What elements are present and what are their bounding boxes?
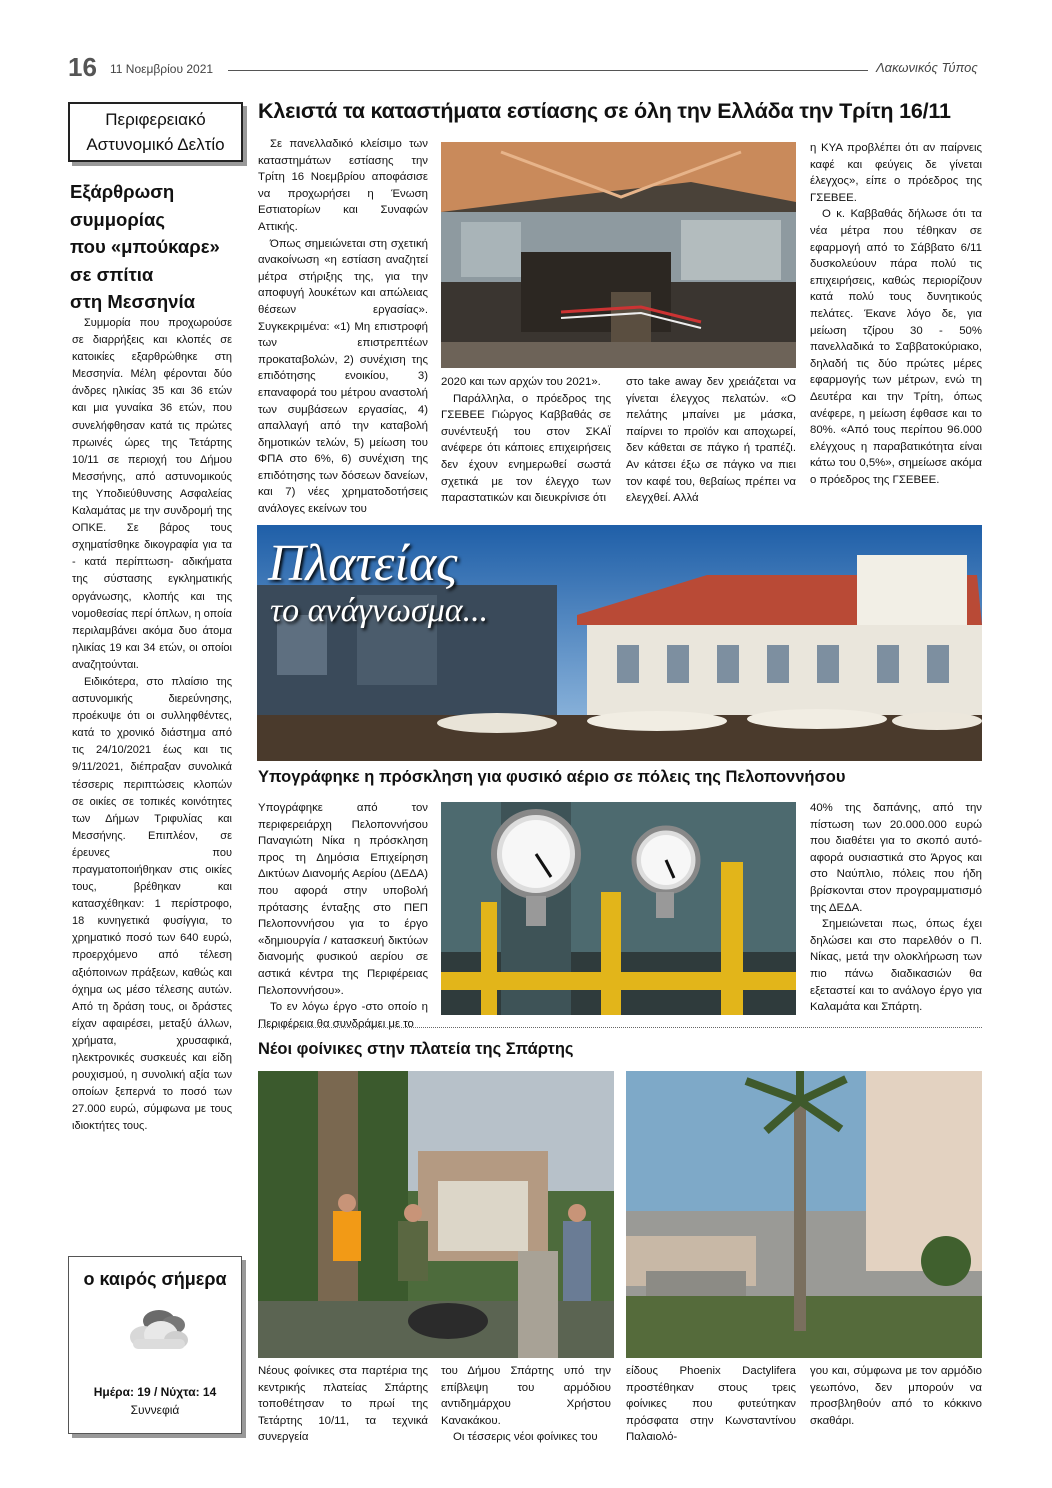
paragraph: στο take away δεν χρειάζεται να γίνεται έλεγχος πελατών. «Ο πελάτης μπαίνει με μάσκα, παίρνει το προϊόν και αποχωρεί, δεν κάθεται σε πάγκο ή τραπέζι. Αν κάτσει έξω σε πάγκο να πιει τον καφέ του, θεβαίως πρέπει να ελεγχθεί. Αλλά: [626, 376, 796, 505]
paragraph: είδους Phoenix Dactylifera προστέθηκαν στους τρεις φοίνικες που φυτεύτηκαν πρόσφατα στην Κωνσταντίνου Παλαιολό-: [626, 1365, 796, 1444]
article1-col4: [810, 140, 982, 488]
paragraph: Νέους φοίνικες στα παρτέρια της κεντρικής πλατείας Σπάρτης τοποθέτησαν το πρωί της Τετάρτης 10/11, τα τεχνικά συνεργεία: [258, 1365, 428, 1444]
gas-gauges-photo: [441, 802, 796, 1015]
paragraph: Ο κ. Καββαθάς δήλωσε ότι τα νέα μέτρα που τέθηκαν σε εφαρμογή από το Σάββατο 6/11 δυσκολεύουν πάρα πολύ τις επιχειρήσεις, καθώς περιορίζουν κατά πολύ τους δυνητικούς πελάτες. Έκανε λόγο δε, για μείωση τζίρου 30 - 50% πανελλαδικά το Σαββατοκύριακο, δηλαδή τις δύο πρώτες μέρες εφαρμογής των μέτρων, ενώ τη Δευτέρα και την Τρίτη, όπως ανέφερε, η μείωση έφθασε και το 80%. «Από τους περίπου 96.000 ελέγχους η παραβατικότητα είναι κάτω του 0,5%», σημείωσε ακόμα ο πρόεδρος της ΓΣΕΒΕΕ.: [810, 208, 982, 486]
article3-col4: [810, 1363, 982, 1429]
section-divider: [258, 1027, 982, 1028]
article3-col3: [626, 1363, 796, 1446]
issue-date: 11 Νοεμβρίου 2021: [110, 62, 214, 76]
cloud-icon: [119, 1307, 195, 1362]
paragraph: Σε πανελλαδικό κλείσιμο των καταστημάτων εστίασης την Τρίτη 16 Νοεμβρίου αποφάσισε να προχωρήσει η Ένωση Εστιατορίων και Συναφών Αττικής.: [258, 138, 428, 233]
paragraph: Οι τέσσερις νέοι φοίνικες του: [453, 1431, 598, 1444]
restaurant-illustration: [441, 142, 796, 368]
gas-gauges-illustration: [441, 802, 796, 1015]
weather-box: [68, 1256, 242, 1434]
article2-headline: Υπογράφηκε η πρόσκληση για φυσικό αέριο σε πόλεις της Πελοποννήσου: [258, 768, 846, 786]
restaurant-photo: [441, 142, 796, 368]
weather-temps: Ημέρα: 19 / Νύχτα: 14: [93, 1385, 217, 1399]
article1-col2: [441, 374, 611, 507]
paragraph: Σημειώνεται πως, όπως έχει δηλώσει και στο παρελθόν ο Π. Νίκας, μετά την ολοκλήρωση των πιο πάνω διαδικασιών θα εξεταστεί και το ανάλογο έργο για Καλαμάτα και Σπάρτη.: [810, 918, 982, 1014]
paragraph: Το εν λόγω έργο -στο οποίο η Περιφέρεια θα συνδράμει με το: [258, 1001, 428, 1030]
article2-col1: [258, 800, 428, 1032]
paragraph: Ειδικότερα, στο πλαίσιο της αστυνομικής διερεύνησης, προέκυψε ότι οι συλληφθέντες, κατά το χρονικό διάστημα από τις 24/10/2021 έως και τις 9/11/2021, διέπραξαν συνολικά τέσσερις περιπτώσεις κλοπών σε οικίες σε τοπικές κοινότητες των Δήμων Τριφυλίας και Μεσσήνης. Επιπλέον, σε έρευνες που πραγματοποιήθηκαν στις οικίες τους, βρέθηκαν και κατασχέθηκαν: 1 περίστροφο, 18 κυνηγετικά φυσίγγια, το χρηματικό ποσό των 640 ευρώ, προερχόμενο από τέλεση αξιόποινων πράξεων, καθώς και όχημα ως μέσο τέλεσης αυτών. Από τη δράση τους, οι δράστες είχαν αφαιρέσει, μεταξύ άλλων, χρήματα, χρυσαφικά, ηλεκτρονικές συσκευές και είδη ρουχισμού, η συνολική αξία των οποίων ξεπερνά το ποσό των 27.000 ευρώ, σύμφωνα με τους ιδιοκτήτες τους.: [72, 675, 232, 1133]
banner-subtitle: το ανάγνωσμα...: [270, 592, 489, 629]
paragraph: 40% της δαπάνης, από την πίστωση των 20.000.000 ευρώ που διαθέτει για το σκοπό αυτό- αφορά ουσιαστικά στο Άργος και στο Ναύπλιο, πόλεις που ήδη βρίσκονται στον προγραμματισμό της ΔΕΔΑ.: [810, 802, 982, 914]
header-rule: [228, 70, 868, 71]
square-palms-illustration: [626, 1071, 982, 1358]
article1-col1: [258, 136, 428, 518]
article1-headline: Κλειστά τα καταστήματα εστίασης σε όλη την Ελλάδα την Τρίτη 16/11: [258, 99, 951, 123]
paragraph: Παράλληλα, ο πρόεδρος της ΓΣΕΒΕΕ Γιώργος Καββαθάς σε συνέντευξή του στον ΣΚΑΪ ανέφερε ότι κάποιες επιχειρήσεις δεν έχουν ενημερωθεί σωστά σχετικά με τον έλεγχο των παραστατικών και διευκρίνισε ότι: [441, 392, 611, 505]
article3-headline: Νέοι φοίνικες στην πλατεία της Σπάρτης: [258, 1040, 574, 1058]
article3-col1: [258, 1363, 428, 1446]
paragraph: γου και, σύμφωνα με τον αρμόδιο γεωπόνο, δεν μπορούν να προσβληθούν από το κόκκινο σκαθάρι.: [810, 1365, 982, 1427]
paragraph: Όπως σημειώνεται στη σχετική ανακοίνωση «η εστίαση αναζητεί μέτρα στήριξης της, για την αποφυγή λουκέτων και απώλειας θέσεων εργασίας». Συγκεκριμένα: «1) Μη επιστροφή των επιστρεπτέων προκαταβολών, 2) συνέχιση της επιδότησης ενοικίου, 3) επαναφορά του μέτρου αναστολή των συμβάσεων εργασίας, 4) απαλλαγή από την καταβολή δημοτικών τελών, 5) μείωση του ΦΠΑ στο 6%, 6) συνέχιση της επιδότησης των δόσεων δανείων, και 7) νέες χρηματοδοτήσεις ανάλογες εκείνων του: [258, 237, 428, 516]
paragraph: η ΚΥΑ προβλέπει ότι αν παίρνεις καφέ και φεύγεις δε γίνεται έλεγχος», είπε ο πρόεδρος της ΓΣΕΒΕΕ.: [810, 142, 982, 204]
workers-palm-illustration: [258, 1071, 614, 1358]
article2-col2: [810, 800, 982, 1016]
sidebar-article-body: [72, 315, 232, 1136]
paragraph: Συμμορία που προχωρούσε σε διαρρήξεις και κλοπές σε κατοικίες εξαρθρώθηκε στη Μεσσηνία. Μέλη φέρονται δύο άνδρες ηλικίας 35 και 36 ετών και μια γυναίκα 36 ετών, που συνελήφθησαν κατά τις πρώτες πρωινές ώρες της Τετάρτης 10/11 σε περιοχή του Δήμου Μεσσήνης, από αστυνομικούς της Υποδιεύθυνσης Ασφαλείας Καλαμάτας με την συνδρομή της ΟΠΚΕ. Σε βάρος τους σχηματίσθηκε δικογραφία για τα - κατά περίπτωση- αδικήματα της σύστασης εγκληματικής οργάνωσης, κλοπής και της νομοθεσίας περί όπλων, η οποία περιλαμβάνει ακόμα δυο άτομα ηλικίας 19 και 34 ετών, οι οποίοι αναζητούνται.: [72, 317, 232, 671]
square-palms-photo: [626, 1071, 982, 1358]
section-title: Περιφερειακό Αστυνομικό Δελτίο: [86, 110, 225, 154]
banner-title: Πλατείας: [268, 535, 458, 592]
weather-title: ο καιρός σήμερα: [83, 1269, 227, 1289]
weather-condition: Συννεφιά: [130, 1403, 180, 1417]
paragraph: Υπογράφηκε από τον περιφερειάρχη Πελοποννήσου Παναγιώτη Νίκα η πρόσκληση προς τη Δημόσια Επιχείρηση Δικτύων Διανομής Αερίου (ΔΕΔΑ) που αφορά στην υποβολή πρότασης ένταξης στο ΠΕΠ Πελοποννήσου για το έργο «δημιουργία / κατασκευή δικτύων διανομής φυσικού αερίου σε αστικά κέντρα της Περιφέρειας Πελοποννήσου».: [258, 802, 428, 997]
paragraph: του Δήμου Σπάρτης υπό την επίβλεψη του αρμόδιου αντιδημάρχου Χρήστου Κανακάκου.: [441, 1365, 611, 1427]
workers-palm-photo: [258, 1071, 614, 1358]
article3-col2: [441, 1363, 611, 1446]
paragraph: 2020 και των αρχών του 2021».: [441, 376, 601, 388]
article1-col3: [626, 374, 796, 507]
section-box: [68, 102, 243, 162]
sidebar-headline: Εξάρθρωση συμμορίας που «μπούκαρε» σε σπίτια στη Μεσσηνία: [70, 181, 220, 312]
publication-name: Λακωνικός Τύπος: [876, 60, 978, 75]
page-number: 16: [68, 52, 97, 82]
